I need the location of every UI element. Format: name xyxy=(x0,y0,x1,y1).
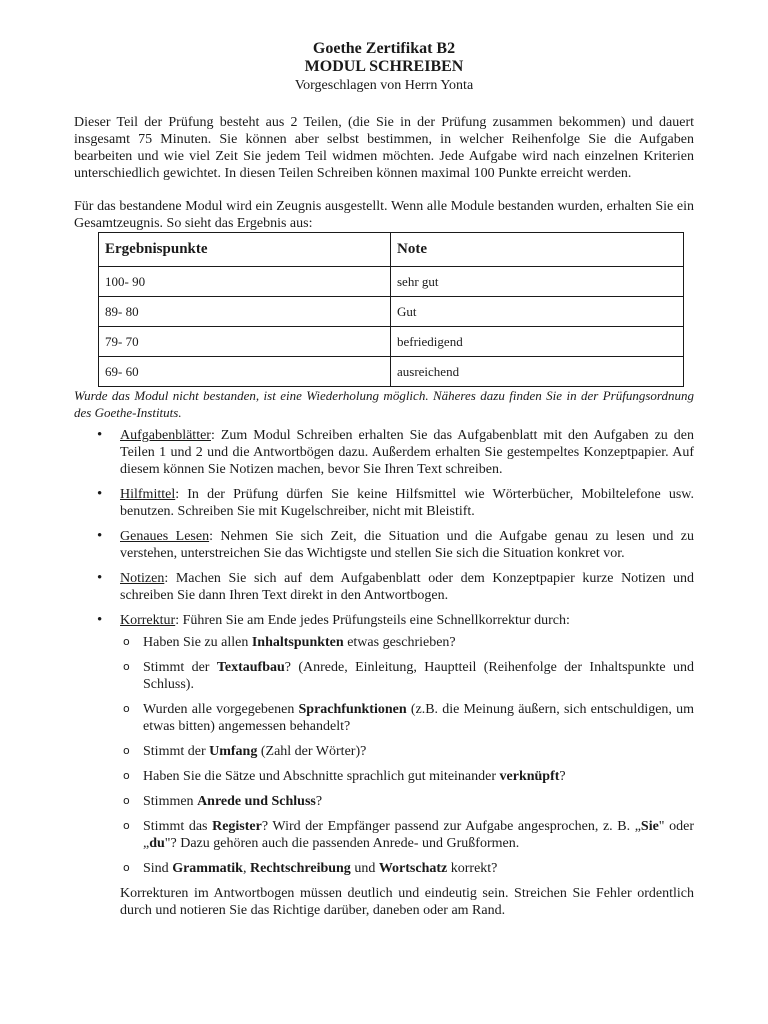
tip-text: : Machen Sie sich auf dem Aufgabenblatt oder dem Konzeptpapier kurze Notizen und schreiben Sie dann Ihren Text direkt in den Antwortbogen. xyxy=(120,571,694,603)
tip-term: Genaues Lesen xyxy=(120,529,210,544)
cell-points: 79- 70 xyxy=(99,327,391,357)
module-paragraph: Für das bestandene Modul wird ein Zeugnis ausgestellt. Wenn alle Module bestanden wurden, erhalten Sie ein Gesamtzeugnis. So sieht das Ergebnis aus: xyxy=(74,199,694,231)
check-item xyxy=(143,634,694,651)
tip-item xyxy=(120,570,694,604)
check-text: Haben Sie die Sätze und Abschnitte sprachlich gut miteinander xyxy=(143,769,500,784)
check-text: Haben Sie zu allen xyxy=(143,635,252,650)
check-text: Stimmt der xyxy=(143,744,210,759)
tip-term: Hilfmittel xyxy=(120,487,176,502)
cell-grade: befriedigend xyxy=(391,327,684,357)
check-keyword: verknüpft xyxy=(499,769,560,784)
check-text: Stimmen xyxy=(143,794,198,809)
check-text: , xyxy=(242,861,250,876)
check-text: Sind xyxy=(143,861,173,876)
tip-item xyxy=(120,486,694,520)
check-text: "? Dazu gehören auch die passenden Anrede- und Grußformen. xyxy=(164,836,520,851)
check-item xyxy=(143,793,694,810)
tip-text: : Führen Sie am Ende jedes Prüfungsteils eine Schnellkorrektur durch: xyxy=(175,613,570,628)
check-keyword: Grammatik xyxy=(172,861,243,876)
check-item xyxy=(143,743,694,760)
check-keyword: Wortschatz xyxy=(378,861,448,876)
check-keyword: Sie xyxy=(640,819,659,834)
results-table xyxy=(98,232,684,387)
check-keyword: Rechtschreibung xyxy=(249,861,351,876)
check-keyword: Sprachfunktionen xyxy=(298,702,407,717)
table-row xyxy=(99,357,684,387)
table-row xyxy=(99,297,684,327)
check-item xyxy=(143,768,694,785)
check-keyword: Umfang xyxy=(209,744,258,759)
check-text: " oder „ xyxy=(143,819,694,851)
header-grade: Note xyxy=(391,233,684,267)
check-text: korrekt? xyxy=(447,861,498,876)
check-text: (z.B. die Meinung äußern, sich entschuldigen, um etwas bitten) angemessen behandelt? xyxy=(143,702,694,734)
check-keyword: du xyxy=(149,836,165,851)
cell-points: 89- 80 xyxy=(99,297,391,327)
check-keyword: Textaufbau xyxy=(216,660,285,675)
check-text: Stimmt der xyxy=(143,660,217,675)
cell-grade: sehr gut xyxy=(391,267,684,297)
author-line: Vorgeschlagen von Herrn Yonta xyxy=(294,78,474,93)
repeat-note: Wurde das Modul nicht bestanden, ist eine Wiederholung möglich. Näheres dazu finden Sie in der Prüfungsordnung des Goethe-Instituts. xyxy=(74,388,694,420)
check-text: etwas geschrieben? xyxy=(343,635,456,650)
tip-term: Aufgabenblätter xyxy=(120,428,211,443)
tip-term: Korrektur xyxy=(120,613,176,628)
check-keyword: Anrede und Schluss xyxy=(197,794,316,809)
checklist xyxy=(120,634,694,877)
check-item xyxy=(143,818,694,852)
intro-paragraph: Dieser Teil der Prüfung besteht aus 2 Teilen, (die Sie in der Prüfung zusammen bekommen) und dauert insgesamt 75 Minuten. Sie können aber selbst bestimmen, in welcher Reihenfolge Sie die Aufgaben bearbeiten und wie viel Zeit Sie jedem Teil widmen möchten. Jede Aufgabe wird nach einzelnen Kriterien unterschiedlich gewichtet. In diesen Teilen Schreiben können maximal 100 Punkte erreicht werden. xyxy=(74,115,694,181)
tip-text: : Nehmen Sie sich Zeit, die Situation und die Aufgabe genau zu lesen und zu verstehen, unterstreichen Sie das Wichtigste und stellen Sie sich die Situation konkret vor. xyxy=(120,529,694,561)
closing-paragraph: Korrekturen im Antwortbogen müssen deutlich und eindeutig sein. Streichen Sie Fehler ordentlich durch und notieren Sie das Richtige darüber, daneben oder am Rand. xyxy=(120,886,694,918)
document-title: Goethe Zertifikat B2 xyxy=(312,40,456,57)
check-text: ? (Anrede, Einleitung, Hauptteil (Reihenfolge der Inhaltspunkte und Schluss). xyxy=(143,660,694,692)
check-item xyxy=(143,659,694,693)
check-text: ? Wird der Empfänger passend zur Aufgabe angesprochen, z. B. „ xyxy=(261,819,641,834)
check-text: ? xyxy=(559,769,566,784)
module-title: MODUL SCHREIBEN xyxy=(304,58,464,75)
cell-points: 69- 60 xyxy=(99,357,391,387)
tip-item xyxy=(120,528,694,562)
cell-grade: ausreichend xyxy=(391,357,684,387)
table-row xyxy=(99,267,684,297)
check-text: Stimmt das xyxy=(143,819,213,834)
tip-text: : Zum Modul Schreiben erhalten Sie das Aufgabenblatt mit den Aufgaben zu den Teilen 1 und 2 und die Antwortbögen dazu. Außerdem erhalten Sie gestempeltes Konzeptpapier. Auf diesem können Sie Notizen machen, bevor Sie Ihren Text schreiben. xyxy=(120,428,694,477)
table-row xyxy=(99,327,684,357)
cell-grade: Gut xyxy=(391,297,684,327)
check-item xyxy=(143,860,694,877)
tip-item xyxy=(120,427,694,478)
tip-text: : In der Prüfung dürfen Sie keine Hilfsmittel wie Wörterbücher, Mobiltelefone usw. benutzen. Schreiben Sie mit Kugelschreiber, nicht mit Bleistift. xyxy=(120,487,694,519)
tips-list xyxy=(74,427,694,877)
check-item xyxy=(143,701,694,735)
tip-term: Notizen xyxy=(120,571,165,586)
header-points: Ergebnispunkte xyxy=(99,233,391,267)
check-keyword: Register xyxy=(212,819,262,834)
cell-points: 100- 90 xyxy=(99,267,391,297)
check-text: ? xyxy=(315,794,323,809)
table-header-row xyxy=(99,233,684,267)
check-text: Wurden alle vorgegebenen xyxy=(143,702,299,717)
check-text: und xyxy=(350,861,379,876)
check-text: (Zahl der Wörter)? xyxy=(257,744,367,759)
check-keyword: Inhaltspunkten xyxy=(251,635,344,650)
tip-item xyxy=(120,612,694,877)
